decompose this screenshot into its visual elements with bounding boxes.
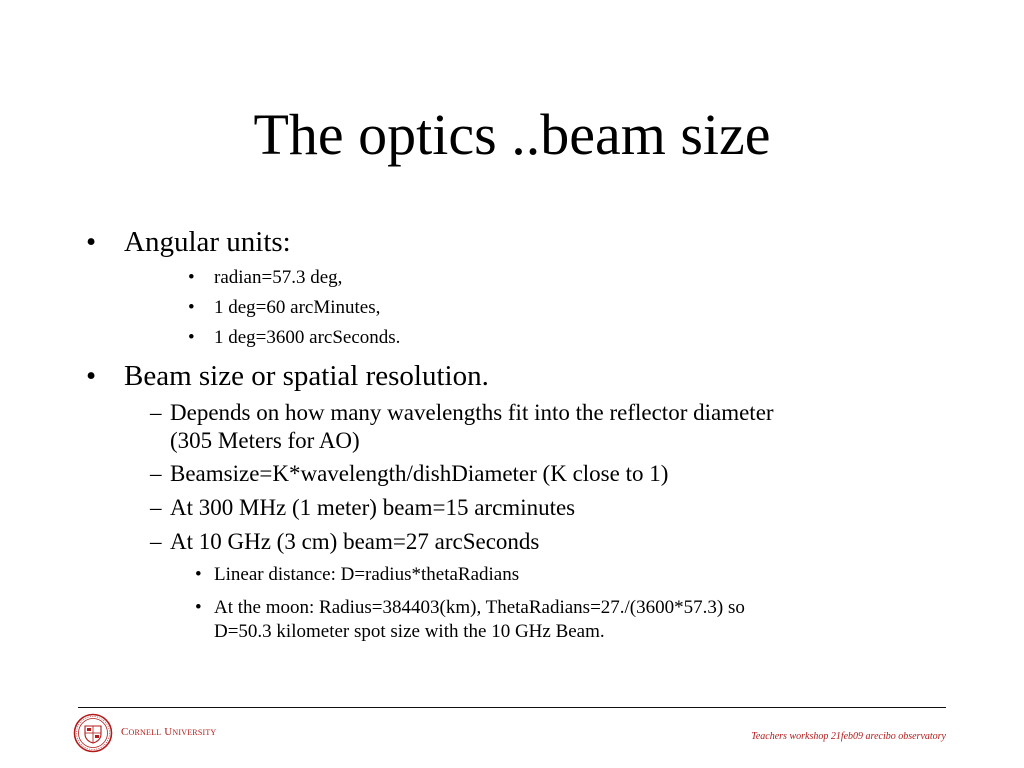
list-item-arcseconds: 1 deg=3600 arcSeconds. xyxy=(214,327,401,348)
cornell-seal-icon xyxy=(73,713,113,753)
dash-marker: – xyxy=(150,461,162,486)
list-item-arcminutes: 1 deg=60 arcMinutes, xyxy=(214,297,381,318)
bullet-marker: • xyxy=(86,226,97,258)
slide-title: The optics ..beam size xyxy=(253,102,771,167)
bullet-marker: • xyxy=(188,327,195,348)
bullet-beam-size: Beam size or spatial resolution. xyxy=(124,360,489,392)
list-item-radian: radian=57.3 deg, xyxy=(214,267,343,288)
bullet-marker: • xyxy=(188,267,195,288)
dash-marker: – xyxy=(150,400,162,425)
bullet-marker: • xyxy=(188,297,195,318)
list-item-moon-line2: D=50.3 kilometer spot size with the 10 GHz Beam. xyxy=(214,621,605,642)
bullet-marker: • xyxy=(86,360,97,392)
list-item-beamsize-formula: Beamsize=K*wavelength/dishDiameter (K close to 1) xyxy=(170,461,669,486)
dash-marker: – xyxy=(150,495,162,520)
bullet-angular-units: Angular units: xyxy=(124,226,291,258)
bullet-marker: • xyxy=(195,564,202,585)
list-item-depends-line2: (305 Meters for AO) xyxy=(170,428,360,453)
list-item-moon-line1: At the moon: Radius=384403(km), ThetaRadians=27./(3600*57.3) so xyxy=(214,597,745,618)
list-item-300mhz: At 300 MHz (1 meter) beam=15 arcminutes xyxy=(170,495,576,520)
list-item-linear-distance: Linear distance: D=radius*thetaRadians xyxy=(214,564,520,585)
footer-divider xyxy=(78,707,946,708)
university-wordmark: Cornell University xyxy=(121,726,217,738)
list-item-depends-line1: Depends on how many wavelengths fit into the reflector diameter xyxy=(170,400,774,425)
list-item-10ghz: At 10 GHz (3 cm) beam=27 arcSeconds xyxy=(170,529,540,554)
bullet-marker: • xyxy=(195,597,202,618)
dash-marker: – xyxy=(150,529,162,554)
footer-note: Teachers workshop 21feb09 arecibo observatory xyxy=(751,731,946,742)
